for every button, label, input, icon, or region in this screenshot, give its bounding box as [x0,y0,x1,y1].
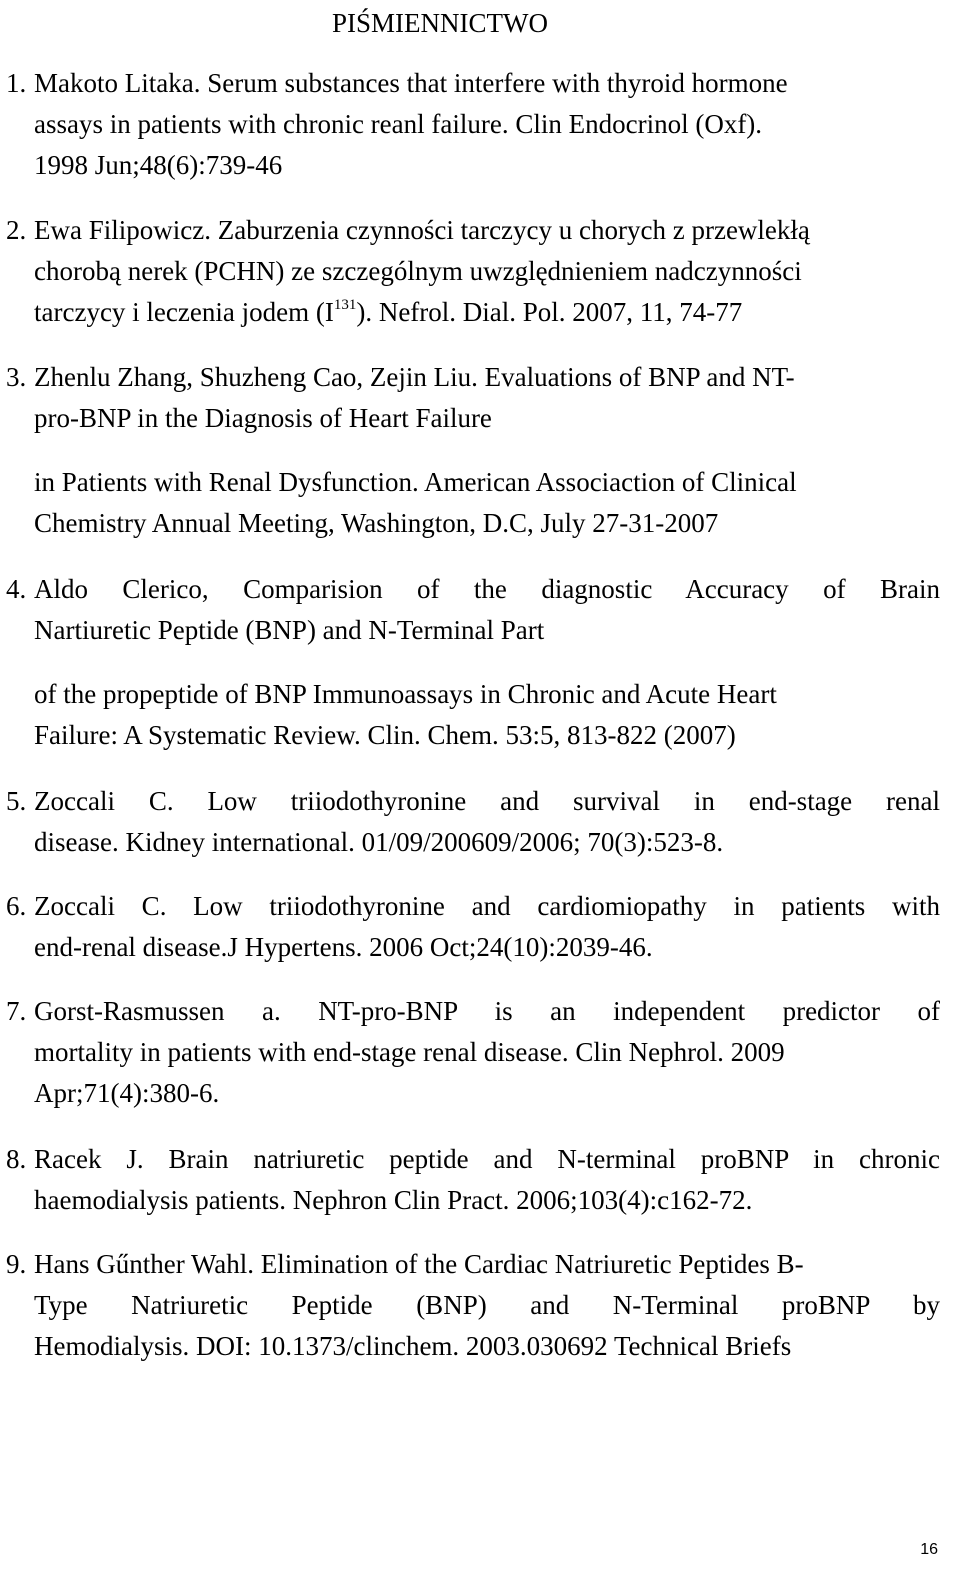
reference-line [6,781,940,822]
reference-8 [6,1139,940,1221]
reference-5 [6,781,940,863]
reference-line [6,991,940,1032]
reference-line [6,674,940,715]
reference-line [6,251,940,292]
reference-text-part: tarczycy i leczenia jodem (I [34,297,334,327]
reference-number: 4. [6,574,27,604]
reference-number: 6. [6,891,27,921]
reference-line [6,462,940,503]
reference-line [6,1032,940,1073]
reference-text: Chemistry Annual Meeting, Washington, D.C, July 27-31-2007 [34,508,719,538]
reference-text: Nartiuretic Peptide (BNP) and N-Terminal Part [34,615,545,645]
reference-7 [6,991,940,1114]
reference-text [34,292,742,333]
reference-text: haemodialysis patients. Nephron Clin Pract. 2006;103(4):c162-72. [34,1185,753,1215]
reference-1 [6,63,940,186]
reference-9 [6,1244,940,1367]
reference-line [6,210,940,251]
reference-number: 9. [6,1249,27,1279]
reference-line [6,1326,940,1367]
reference-text: Aldo Clerico, Comparision of the diagnostic Accuracy of Brain [34,574,940,604]
reference-text: mortality in patients with end-stage renal disease. Clin Nephrol. 2009 [34,1037,785,1067]
reference-line [6,104,940,145]
reference-number: 3. [6,362,27,392]
reference-number: 7. [6,996,27,1026]
reference-text: Ewa Filipowicz. Zaburzenia czynności tarczycy u chorych z przewlekłą [34,215,810,245]
reference-text: in Patients with Renal Dysfunction. American Associaction of Clinical [34,467,797,497]
reference-text: 1998 Jun;48(6):739-46 [34,150,283,180]
reference-text: pro-BNP in the Diagnosis of Heart Failure [34,403,492,433]
reference-text: assays in patients with chronic reanl failure. Clin Endocrinol (Oxf). [34,109,763,139]
reference-number: 1. [6,68,27,98]
reference-3 [6,357,940,544]
reference-2 [6,210,940,333]
reference-line [6,398,940,439]
reference-text-part: ). Nefrol. Dial. Pol. 2007, 11, 74-77 [356,297,743,327]
reference-number: 5. [6,786,27,816]
reference-line [6,715,940,756]
reference-line [6,145,940,186]
reference-text: of the propeptide of BNP Immunoassays in Chronic and Acute Heart [34,679,777,709]
reference-text: Failure: A Systematic Review. Clin. Chem. 53:5, 813-822 (2007) [34,720,736,750]
reference-text: Apr;71(4):380-6. [34,1078,220,1108]
reference-line [6,822,940,863]
reference-line [6,1244,940,1285]
reference-text: Gorst-Rasmussen a. NT-pro-BNP is an independent predictor of [34,996,940,1026]
reference-text: Type Natriuretic Peptide (BNP) and N-Terminal proBNP by [34,1290,940,1320]
reference-line [6,1285,940,1326]
reference-line [6,292,940,333]
reference-4 [6,569,940,756]
superscript: 131 [333,297,357,313]
reference-number: 2. [6,215,27,245]
reference-text: end-renal disease.J Hypertens. 2006 Oct;24(10):2039-46. [34,932,653,962]
page-number: 16 [920,1541,938,1558]
reference-6 [6,886,940,968]
reference-line [6,1073,940,1114]
reference-text: chorobą nerek (PCHN) ze szczególnym uwzględnieniem nadczynności [34,256,802,286]
reference-line [6,1180,940,1221]
reference-line [6,569,940,610]
reference-text: Makoto Litaka. Serum substances that interfere with thyroid hormone [34,68,788,98]
reference-text: Racek J. Brain natriuretic peptide and N-terminal proBNP in chronic [34,1144,940,1174]
reference-line [6,1139,940,1180]
reference-line [6,63,940,104]
page-title: PIŚMIENNICTWO [332,8,548,38]
reference-text: Hans Gűnther Wahl. Elimination of the Cardiac Natriuretic Peptides B- [34,1249,804,1279]
reference-text: disease. Kidney international. 01/09/200609/2006; 70(3):523-8. [34,827,724,857]
reference-line [6,610,940,651]
reference-line [6,927,940,968]
reference-line [6,503,940,544]
reference-text: Zoccali C. Low triiodothyronine and cardiomiopathy in patients with [34,891,940,921]
reference-line [6,886,940,927]
reference-text: Hemodialysis. DOI: 10.1373/clinchem. 2003.030692 Technical Briefs [34,1331,792,1361]
reference-line [6,357,940,398]
reference-text: Zhenlu Zhang, Shuzheng Cao, Zejin Liu. Evaluations of BNP and NT- [34,362,795,392]
reference-text: Zoccali C. Low triiodothyronine and survival in end-stage renal [34,786,940,816]
reference-number: 8. [6,1144,27,1174]
